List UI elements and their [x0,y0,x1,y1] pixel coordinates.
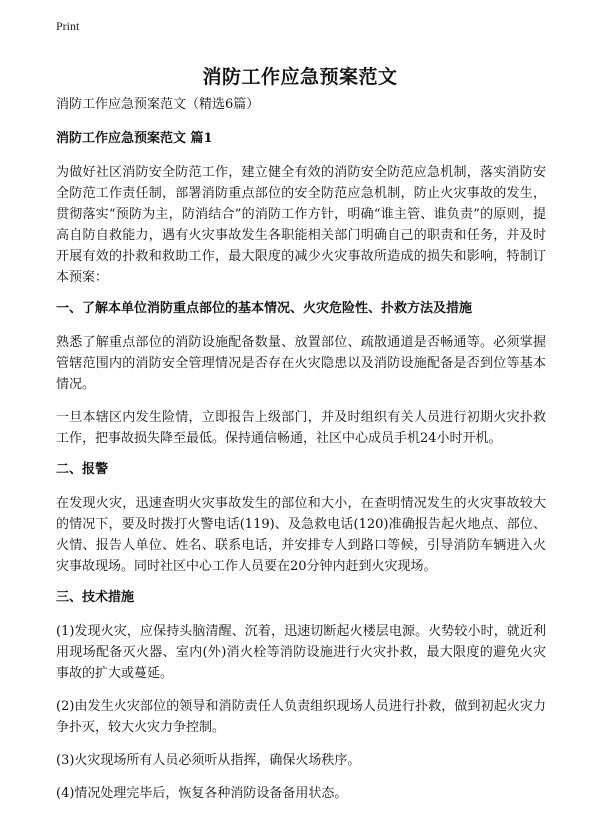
section1-paragraph-2: 一旦本辖区内发生险情，立即报告上级部门，并及时组织有关人员进行初期火灾扑救工作，把事故损失降至最低。保持通信畅通，社区中心成员手机24小时开机。 [56,410,546,446]
intro-paragraph: 为做好社区消防安全防范工作，建立健全有效的消防安全防范应急机制，落实消防安全防范工作责任制，部署消防重点部位的安全防范应急机制，防止火灾事故的发生，贯彻落实“预防为主，防消结合”的消防工作方针，明确“谁主管、谁负责”的原则，提高自防自救能力，遇有火灾事故发生各职能相关部门明确自己的职责和任务，并及时开展有效的扑救和救助工作，最大限度的减少火灾事故所造成的损失和影响，特制订本预案： [56,165,546,285]
section2-heading: 二、报警 [56,462,109,477]
section2-paragraph-1: 在发现火灾，迅速查明火灾事故发生的部位和大小，在查明情况发生的火灾事故较大的情况下，要及时拨打火警电话(119)、及急救电话(120)准确报告起火地点、部位、火情、报告人单位、姓名、联系电话，并安排专人到路口等候，引导消防车辆进入火灾事故现场。同时社区中心工作人员要在20分钟内赶到火灾现场。 [56,496,546,574]
article-heading: 消防工作应急预案范文 篇1 [56,131,213,146]
print-link[interactable]: Print [56,19,80,33]
section3-paragraph-3: (3)火灾现场所有人员必须听从指挥，确保火场秩序。 [56,753,361,768]
section1-heading: 一、了解本单位消防重点部位的基本情况、火灾危险性、扑救方法及措施 [56,301,473,316]
document-subtitle: 消防工作应急预案范文（精选6篇） [56,97,260,112]
section3-paragraph-2: (2)由发生火灾部位的领导和消防责任人负责组织现场人员进行扑救，做到初起火灾力争扑灭，较大火灾力争控制。 [56,699,546,735]
section1-paragraph-1: 熟悉了解重点部位的消防设施配备数量、放置部位、疏散通道是否畅通等。必须掌握管辖范围内的消防安全管理情况是否存在火灾隐患以及消防设施配备是否到位等基本情况。 [56,335,546,392]
section3-heading: 三、技术措施 [56,590,135,605]
page-title: 消防工作应急预案范文 [202,66,398,88]
section3-paragraph-1: (1)发现火灾，应保持头脑清醒、沉着，迅速切断起火楼层电源。火势较小时，就近利用现场配备灭火器、室内(外)消火栓等消防设施进行火灾扑救，最大限度的避免火灾事故的扩大或蔓延。 [56,624,546,681]
section3-paragraph-4: (4)情况处理完毕后，恢复各种消防设备备用状态。 [56,786,348,801]
document-body [56,96,546,816]
